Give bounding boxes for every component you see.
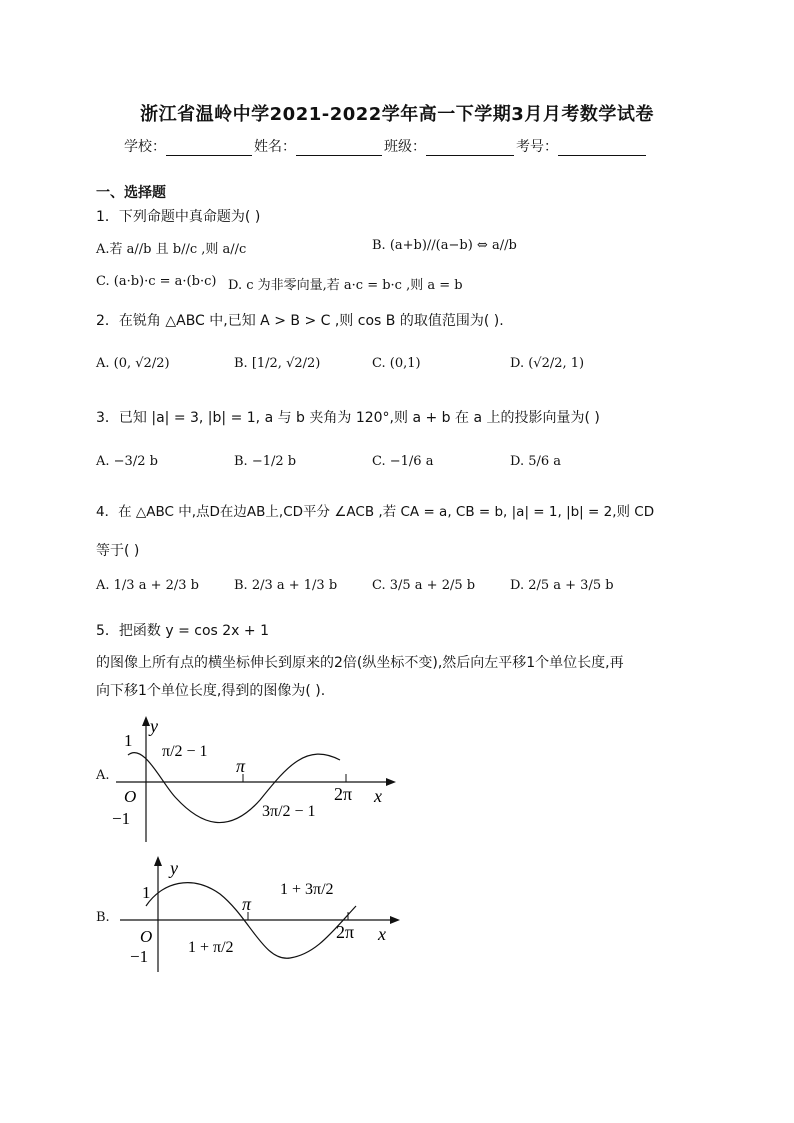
q5-stem: 5．把函数 y = cos 2x + 1 xyxy=(96,623,270,639)
q5-stem-line3: 向下移1个单位长度,得到的图像为( ). xyxy=(96,683,326,699)
id-blank[interactable] xyxy=(558,139,646,156)
graph-b-label-origin: O xyxy=(140,927,153,946)
q4-option-a: A. 1/3 a + 2/3 b xyxy=(96,578,199,593)
graph-a-label-2pi: 2π xyxy=(334,784,353,804)
q1-stem: 1．下列命题中真命题为( ) xyxy=(96,209,261,225)
q2-option-c: C. (0,1) xyxy=(372,356,421,371)
graph-a-label-3pi-half-minus-one: 3π/2 − 1 xyxy=(262,803,316,820)
q3-stem: 3．已知 |a| = 3, |b| = 1, a 与 b 夹角为 120°,则 a + b 在 a 上的投影向量为( ) xyxy=(96,410,600,426)
q1-option-c: C. (a·b)·c = a·(b·c) xyxy=(96,274,217,289)
name-label: 姓名： xyxy=(254,139,296,155)
student-info-row xyxy=(124,136,648,156)
graph-b-label-y: y xyxy=(170,858,178,878)
class-blank[interactable] xyxy=(426,139,514,156)
q4-option-c: C. 3/5 a + 2/5 b xyxy=(372,578,476,593)
class-label: 班级： xyxy=(384,139,426,155)
section-heading: 一、选择题 xyxy=(96,185,166,201)
graph-a-y-arrow xyxy=(142,716,150,726)
graph-a-x-arrow xyxy=(386,778,396,786)
q2-stem: 2．在锐角 △ABC 中,已知 A > B > C ,则 cos B 的取值范围为( ). xyxy=(96,313,504,329)
graph-a-label-neg-one: −1 xyxy=(112,809,131,828)
q3-option-c: C. −1/6 a xyxy=(372,454,434,469)
graph-b-label-pi: π xyxy=(242,894,252,914)
q2-option-a: A. (0, √2/2) xyxy=(96,356,170,371)
q4-option-b: B. 2/3 a + 1/3 b xyxy=(234,578,338,593)
graph-a-label-pi: π xyxy=(236,756,246,776)
graph-b-label-neg-one: −1 xyxy=(130,947,149,966)
graph-b-label-one-plus-pi-half: 1 + π/2 xyxy=(188,939,234,956)
q5-option-a-label: A. xyxy=(96,768,110,783)
graph-b xyxy=(110,854,410,978)
name-blank[interactable] xyxy=(296,139,382,156)
id-label: 考号： xyxy=(516,139,558,155)
q3-option-d: D. 5/6 a xyxy=(510,454,562,469)
q5-option-b-label: B. xyxy=(96,910,110,925)
graph-b-label-one-plus-3pi-half: 1 + 3π/2 xyxy=(280,881,334,898)
q4-stem-cont: 等于( ) xyxy=(96,543,140,559)
graph-b-y-arrow xyxy=(154,856,162,866)
graph-a-label-pi-half-minus-one: π/2 − 1 xyxy=(162,743,208,760)
q1-option-d: D. c 为非零向量,若 a·c = b·c ,则 a = b xyxy=(228,278,463,293)
school-blank[interactable] xyxy=(166,139,252,156)
q3-option-b: B. −1/2 b xyxy=(234,454,297,469)
graph-a-label-one: 1 xyxy=(124,731,133,750)
q5-stem-line2: 的图像上所有点的横坐标伸长到原来的2倍(纵坐标不变),然后向左平移1个单位长度,再 xyxy=(96,655,624,671)
graph-b-label-2pi: 2π xyxy=(336,922,355,942)
graph-b-x-arrow xyxy=(390,916,400,924)
q2-option-b: B. [1/2, √2/2) xyxy=(234,356,321,371)
exam-title: 浙江省温岭中学2021-2022学年高一下学期3月月考数学试卷 xyxy=(140,104,654,125)
q1-option-b: B. (a+b)//(a−b) ⇔ a//b xyxy=(372,238,517,253)
graph-b-label-one: 1 xyxy=(142,883,151,902)
graph-a xyxy=(110,712,410,844)
graph-a-label-origin: O xyxy=(124,787,137,806)
q3-option-a: A. −3/2 b xyxy=(96,454,158,469)
q2-option-d: D. (√2/2, 1) xyxy=(510,356,585,371)
school-label: 学校： xyxy=(124,139,166,155)
q4-stem: 4．在 △ABC 中,点D在边AB上,CD平分 ∠ACB ,若 CA = a, CB = b, |a| = 1, |b| = 2,则 CD xyxy=(96,504,655,520)
q1-option-a: A.若 a//b 且 b//c ,则 a//c xyxy=(96,242,247,257)
graph-a-label-x: x xyxy=(374,786,382,806)
graph-b-label-x: x xyxy=(378,924,386,944)
graph-a-label-y: y xyxy=(150,716,158,736)
q4-option-d: D. 2/5 a + 3/5 b xyxy=(510,578,614,593)
